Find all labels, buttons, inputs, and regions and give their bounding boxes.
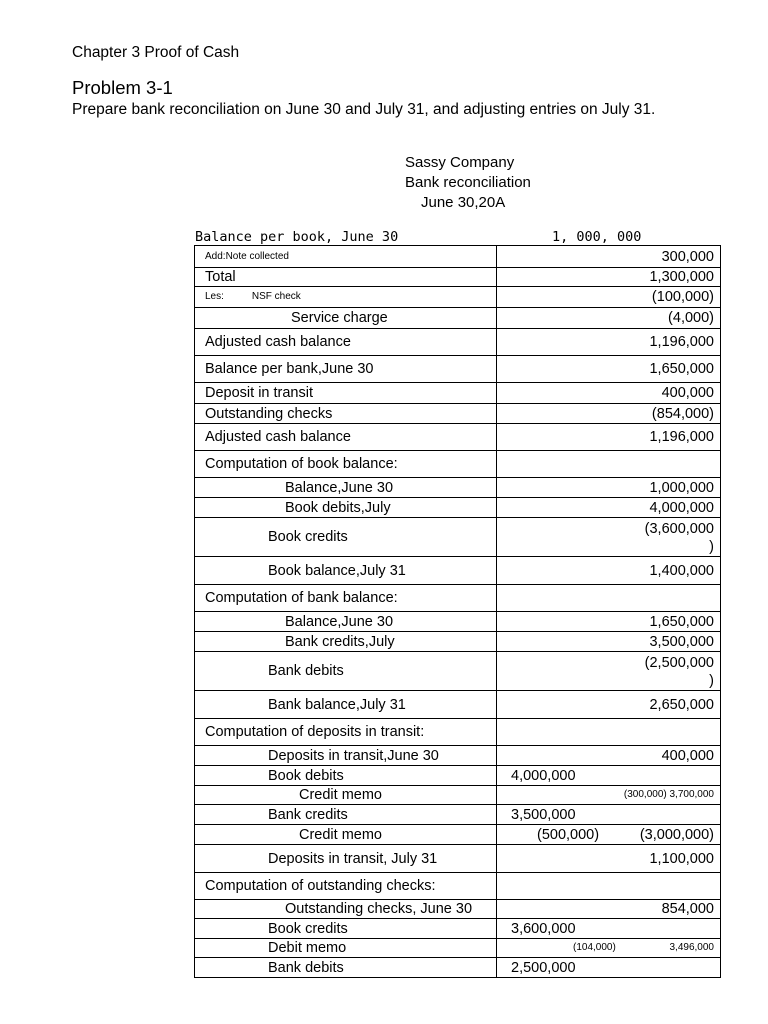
table-row [195, 424, 721, 451]
dit-bank-credits-label: Bank credits [195, 805, 497, 825]
report-date: June 30,20A [421, 194, 506, 211]
bank-balance-value: 1,650,000 [497, 356, 721, 383]
table-row [195, 632, 721, 652]
table-row [195, 939, 721, 958]
book-debits-label: Book debits,July [195, 498, 497, 518]
section-deposits-transit: Computation of deposits in transit: [195, 719, 497, 746]
bank-jul-label: Bank balance,July 31 [195, 691, 497, 719]
company-name: Sassy Company [405, 154, 515, 171]
total-label: Total [195, 268, 497, 287]
section-bank-balance: Computation of bank balance: [195, 585, 497, 612]
table-row [195, 383, 721, 404]
table-row [195, 557, 721, 585]
table-row [195, 246, 721, 268]
table-row [195, 478, 721, 498]
outstanding-checks-label: Outstanding checks [195, 404, 497, 424]
problem-heading: Problem 3-1 [72, 77, 173, 98]
deposit-transit-label: Deposit in transit [195, 383, 497, 404]
book-jul-value: 1,400,000 [497, 557, 721, 585]
dit-jun-value: 400,000 [497, 746, 721, 766]
dit-bank-credits-value: 3,500,000 [497, 805, 721, 825]
add-label: Add:Note collected [195, 246, 497, 268]
adjusted-balance-value: 1,196,000 [497, 329, 721, 356]
report-title: Bank reconciliation [405, 174, 531, 191]
bank-debits-label: Bank debits [195, 652, 497, 691]
table-row [195, 308, 721, 329]
book-balance-label: Balance per book, June 30 [195, 229, 399, 245]
table-row [195, 746, 721, 766]
table-row [195, 451, 721, 478]
table-row [195, 518, 721, 557]
adjusted-balance-label-2: Adjusted cash balance [195, 424, 497, 451]
table-row [195, 825, 721, 845]
bank-debits-value: (2,500,000 [644, 655, 714, 671]
oc-book-credits-value: 3,600,000 [497, 919, 721, 939]
problem-instruction: Prepare bank reconciliation on June 30 and July 31, and adjusting entries on July 31. [72, 101, 656, 118]
oc-jun-value: 854,000 [497, 900, 721, 919]
dit-book-debits-value: 4,000,000 [497, 766, 721, 786]
table-row [195, 268, 721, 287]
dit-credit-memo-label: Credit memo [195, 786, 497, 805]
oc-debit-memo-b: 3,496,000 [669, 942, 714, 953]
book-credits-value: (3,600,000 [644, 521, 714, 537]
less-label: Les: [205, 291, 224, 302]
section-book-balance: Computation of book balance: [195, 451, 497, 478]
book-jul-label: Book balance,July 31 [195, 557, 497, 585]
table-row [195, 356, 721, 383]
table-row [195, 786, 721, 805]
table-row [195, 958, 721, 978]
add-value: 300,000 [497, 246, 721, 268]
table-row [195, 845, 721, 873]
total-value: 1,300,000 [497, 268, 721, 287]
adjusted-balance-label: Adjusted cash balance [195, 329, 497, 356]
outstanding-checks-value: (854,000) [497, 404, 721, 424]
chapter-title: Chapter 3 Proof of Cash [72, 44, 240, 61]
bank-balance-label: Balance per bank,June 30 [195, 356, 497, 383]
dit-jun-label: Deposits in transit,June 30 [195, 746, 497, 766]
book-jun-value: 1,000,000 [497, 478, 721, 498]
table-row [195, 404, 721, 424]
section-outstanding-checks: Computation of outstanding checks: [195, 873, 497, 900]
oc-debit-memo-a: (104,000) [573, 942, 616, 953]
deposit-transit-value: 400,000 [497, 383, 721, 404]
table-row [195, 287, 721, 308]
table-row [195, 900, 721, 919]
oc-jun-label: Outstanding checks, June 30 [195, 900, 497, 919]
dit-credit-memo-a-2: (500,000) [537, 826, 600, 843]
oc-debit-memo-label: Debit memo [195, 939, 497, 958]
reconciliation-table [194, 245, 721, 978]
dit-credit-memo-label-2: Credit memo [195, 825, 497, 845]
book-credits-paren: ) [709, 539, 714, 555]
bank-jun-label: Balance,June 30 [195, 612, 497, 632]
dit-jul-label: Deposits in transit, July 31 [195, 845, 497, 873]
table-row [195, 766, 721, 786]
table-row [195, 585, 721, 612]
adjusted-balance-value-2: 1,196,000 [497, 424, 721, 451]
table-row [195, 805, 721, 825]
nsf-label: NSF check [251, 291, 301, 302]
table-row [195, 612, 721, 632]
less-cell [195, 287, 497, 308]
dit-credit-memo-b-2: (3,000,000) [639, 826, 714, 843]
table-row [195, 719, 721, 746]
dit-credit-memo-a: (300,000) [623, 789, 667, 800]
bank-jun-value: 1,650,000 [497, 612, 721, 632]
table-row [195, 919, 721, 939]
table-row [195, 873, 721, 900]
book-jun-label: Balance,June 30 [195, 478, 497, 498]
bank-credits-value: 3,500,000 [497, 632, 721, 652]
table-row [195, 498, 721, 518]
book-debits-value: 4,000,000 [497, 498, 721, 518]
service-value: (4,000) [497, 308, 721, 329]
service-label: Service charge [195, 308, 497, 329]
nsf-value: (100,000) [497, 287, 721, 308]
book-balance-value: 1, 000, 000 [552, 229, 642, 245]
bank-debits-paren: ) [709, 673, 714, 689]
bank-credits-label: Bank credits,July [195, 632, 497, 652]
table-row [195, 329, 721, 356]
bank-jul-value: 2,650,000 [497, 691, 721, 719]
table-row [195, 652, 721, 691]
oc-book-credits-label: Book credits [195, 919, 497, 939]
book-credits-label: Book credits [195, 518, 497, 557]
dit-jul-value: 1,100,000 [497, 845, 721, 873]
oc-bank-debits-label: Bank debits [195, 958, 497, 978]
table-row [195, 691, 721, 719]
dit-credit-memo-b: 3,700,000 [669, 789, 714, 800]
oc-bank-debits-value: 2,500,000 [497, 958, 721, 978]
dit-book-debits-label: Book debits [195, 766, 497, 786]
